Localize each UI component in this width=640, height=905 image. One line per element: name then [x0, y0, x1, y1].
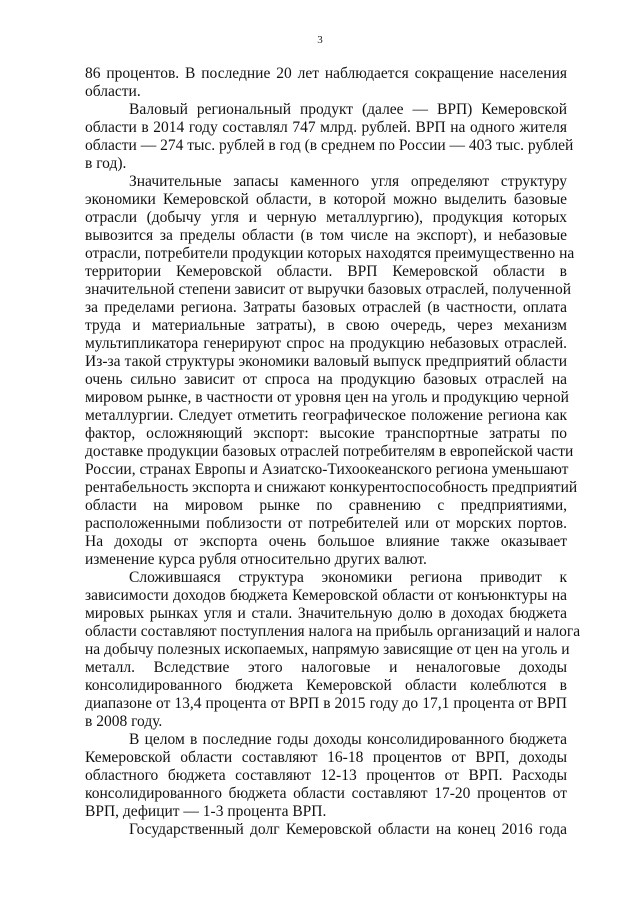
text-line: на добычу полезных ископаемых, напрямую зависящие от цен на уголь и — [85, 641, 570, 658]
text-line: металл. Вследствие этого налоговые и неналоговые доходы — [85, 659, 567, 676]
page-number: 3 — [317, 34, 323, 46]
text-line: области на мировом рынке по сравнению с предприятиями, — [85, 497, 567, 514]
text-line: вывозится за пределы области (в том числе на экспорт), и небазовые — [85, 227, 567, 244]
text-line: расположенными поблизости от потребителей или от морских портов. — [85, 515, 567, 532]
text-line: рентабельность экспорта и снижают конкурентоспособность предприятий — [85, 479, 578, 496]
text-line: области в 2014 году составлял 747 млрд. рублей. ВРП на одного жителя — [85, 119, 567, 136]
text-line: фактор, осложняющий экспорт: высокие транспортные затраты по — [85, 425, 567, 442]
text-line: труда и материальные затраты), в свою очередь, через механизм — [85, 317, 567, 334]
text-line: На доходы от экспорта очень большое влияние также оказывает — [85, 533, 567, 550]
text-line: в год). — [85, 155, 127, 172]
text-line: Валовый региональный продукт (далее — ВРП) Кемеровской — [129, 101, 567, 118]
text-line: за пределами региона. Затраты базовых отраслей (в частности, оплата — [85, 299, 567, 316]
text-line: диапазоне от 13,4 процента от ВРП в 2015 году до 17,1 процента от ВРП — [85, 695, 567, 712]
text-line: Из-за такой структуры экономики валовый выпуск предприятий области — [85, 353, 567, 370]
text-line: зависимости доходов бюджета Кемеровской области от конъюнктуры на — [85, 587, 567, 604]
text-line: территории Кемеровской области. ВРП Кемеровской области в — [85, 263, 567, 280]
text-line: консолидированного бюджета Кемеровской области колеблются в — [85, 677, 567, 694]
text-line: В целом в последние годы доходы консолидированного бюджета — [129, 731, 567, 748]
text-line: значительной степени зависит от выручки базовых отраслей, полученной — [85, 281, 571, 298]
text-line: Кемеровской области составляют 16-18 процентов от ВРП, доходы — [85, 749, 567, 766]
text-line: области. — [85, 83, 141, 100]
text-line: очень сильно зависит от спроса на продукцию базовых отраслей на — [85, 371, 567, 388]
text-line: областного бюджета составляют 12-13 процентов от ВРП. Расходы — [85, 767, 567, 784]
text-line: консолидированного бюджета области составляют 17-20 процентов от — [85, 785, 567, 802]
text-line: в 2008 году. — [85, 713, 163, 730]
text-line: мировых рынках угля и стали. Значительную долю в доходах бюджета — [85, 605, 567, 622]
text-line: 86 процентов. В последние 20 лет наблюдается сокращение населения — [85, 65, 567, 82]
text-line: доставке продукции базовых отраслей потребителям в европейской части — [85, 443, 574, 460]
text-line: России, странах Европы и Азиатско-Тихоокеанского региона уменьшают — [85, 461, 569, 478]
text-line: отрасли (добычу угля и черную металлургию), продукция которых — [85, 209, 567, 226]
text-line: области — 274 тыс. рублей в год (в среднем по России — 403 тыс. рублей — [85, 137, 574, 154]
text-line: ВРП, дефицит — 1-3 процента ВРП. — [85, 803, 327, 820]
text-line: Сложившаяся структура экономики региона приводит к — [129, 569, 567, 586]
text-line: изменение курса рубля относительно других валют. — [85, 551, 427, 568]
text-line: Государственный долг Кемеровской области на конец 2016 года — [129, 821, 567, 838]
text-line: экономики Кемеровской области, в которой можно выделить базовые — [85, 191, 567, 208]
text-line: мультипликатора генерируют спрос на продукцию небазовых отраслей. — [85, 335, 567, 352]
text-line: Значительные запасы каменного угля определяют структуру — [129, 173, 567, 190]
text-line: отрасли, потребители продукции которых находятся преимущественно на — [85, 245, 575, 262]
text-line: металлургии. Следует отметить географическое положение региона как — [85, 407, 567, 424]
text-line: мировом рынке, в частности от уровня цен на уголь и продукцию черной — [85, 389, 569, 406]
text-line: области составляют поступления налога на прибыль организаций и налога — [85, 623, 581, 640]
